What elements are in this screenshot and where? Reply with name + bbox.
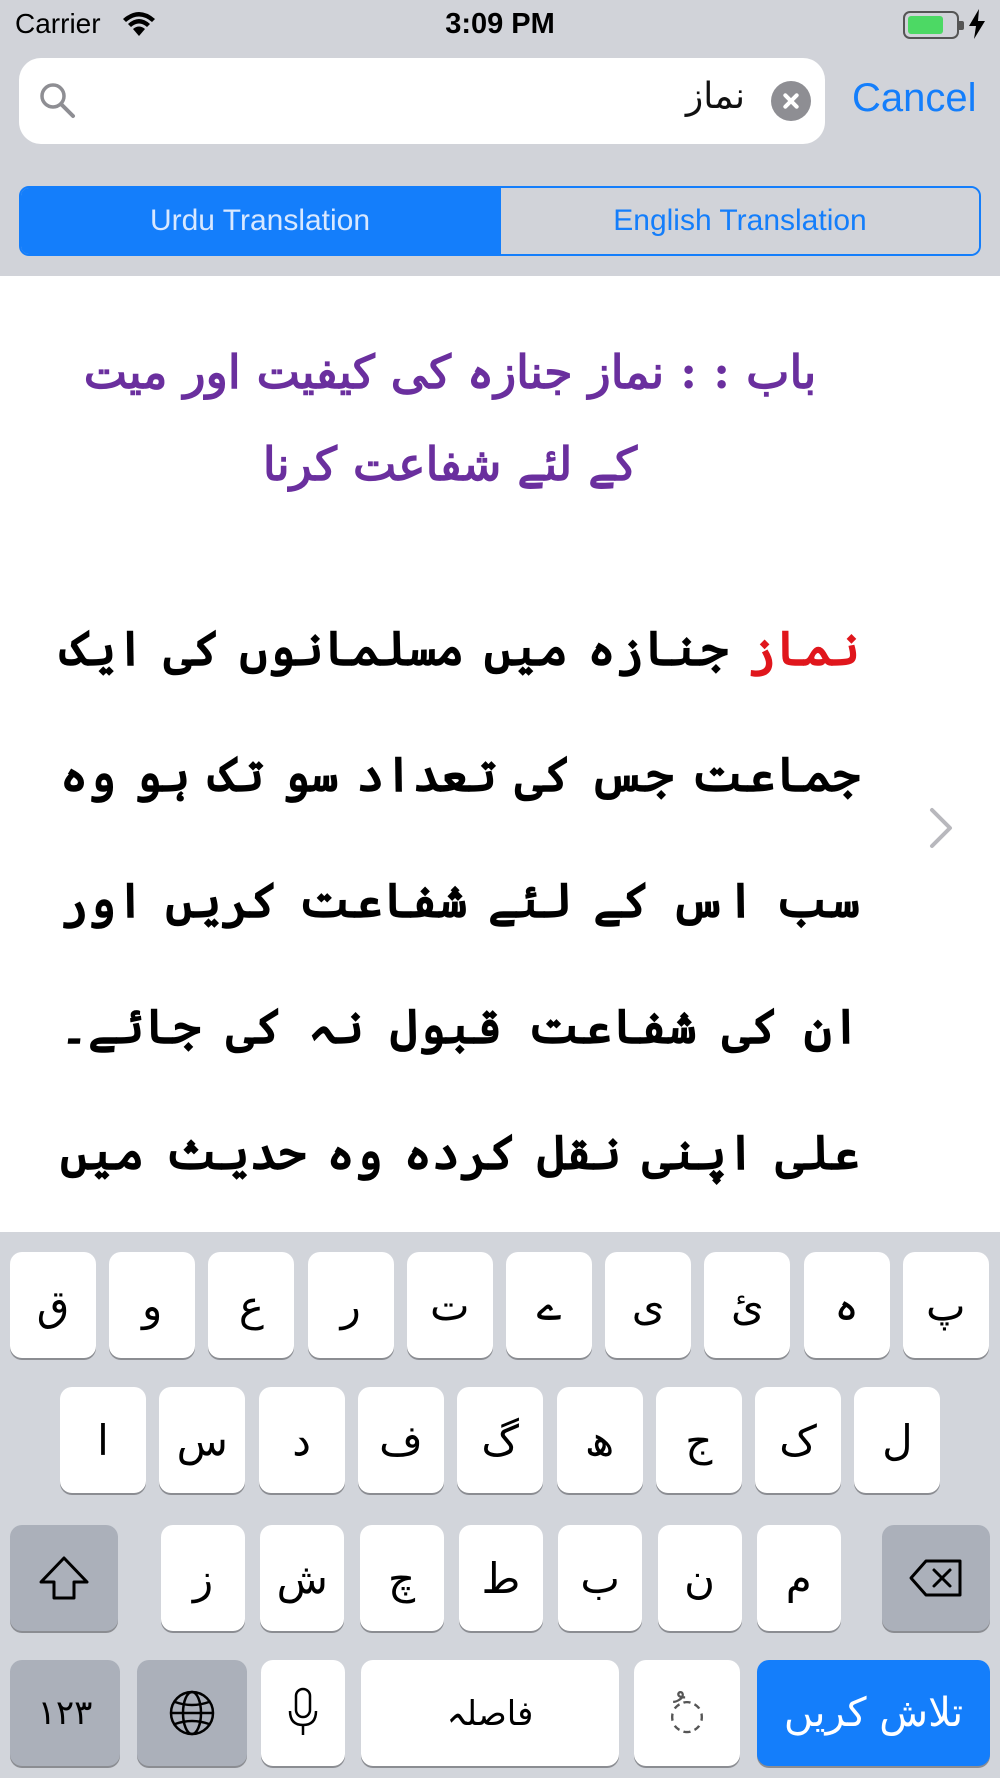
urdu-keyboard — [0, 1232, 1000, 1778]
chevron-right-icon[interactable] — [926, 806, 956, 850]
diacritic-key[interactable]: ُ◌ — [634, 1660, 740, 1766]
tab-english-translation[interactable]: English Translation — [499, 188, 979, 254]
hadith-text-rest: جنازہ میں مسلمانوں کی ایک جماعت جس کی تعداد سو تک ہو وہ سب اس کے لئے شفاعت کریں اور ان کی شفاعت قبول نہ کی جائے۔ علی اپنی نقل کردہ وہ حدیث میں — [60, 621, 860, 1181]
key-row2-8[interactable]: ل — [854, 1387, 940, 1493]
shift-icon — [37, 1554, 91, 1602]
key-row1-9[interactable]: پ — [903, 1252, 989, 1358]
clock: 3:09 PM — [445, 8, 555, 40]
shift-key[interactable] — [10, 1525, 118, 1631]
search-key[interactable]: تلاش کریں — [757, 1660, 990, 1766]
key-row2-1[interactable]: س — [159, 1387, 245, 1493]
key-row3-2[interactable]: چ — [360, 1525, 444, 1631]
clear-search-icon[interactable] — [771, 81, 811, 121]
globe-key[interactable] — [137, 1660, 247, 1766]
key-row1-8[interactable]: ہ — [804, 1252, 890, 1358]
key-row1-3[interactable]: ر — [308, 1252, 394, 1358]
battery-nub — [959, 21, 964, 30]
cancel-button[interactable]: Cancel — [852, 76, 977, 120]
battery-icon — [903, 11, 959, 39]
key-row1-2[interactable]: ع — [208, 1252, 294, 1358]
hadith-content[interactable] — [0, 276, 1000, 1232]
key-row1-5[interactable]: ے — [506, 1252, 592, 1358]
translation-segmented-control[interactable] — [19, 186, 981, 256]
key-row2-2[interactable]: د — [259, 1387, 345, 1493]
key-row3-0[interactable]: ز — [161, 1525, 245, 1631]
space-key[interactable]: فاصلہ — [361, 1660, 619, 1766]
key-row2-3[interactable]: ف — [358, 1387, 444, 1493]
microphone-icon — [287, 1687, 319, 1739]
charging-bolt-icon — [966, 8, 988, 40]
key-row1-0[interactable]: ق — [10, 1252, 96, 1358]
key-row3-1[interactable]: ش — [260, 1525, 344, 1631]
key-row3-6[interactable]: م — [757, 1525, 841, 1631]
key-row1-4[interactable]: ت — [407, 1252, 493, 1358]
chapter-heading: باب : : نماز جنازہ کی کیفیت اور میت کے لئے شفاعت کرنا — [83, 345, 817, 491]
search-bar[interactable] — [19, 58, 825, 144]
battery-fill — [908, 16, 943, 34]
key-row2-7[interactable]: ک — [755, 1387, 841, 1493]
search-icon — [37, 80, 77, 120]
key-row1-6[interactable]: ی — [605, 1252, 691, 1358]
search-highlight: نماز — [747, 621, 860, 677]
key-row2-5[interactable]: ھ — [557, 1387, 643, 1493]
key-row3-4[interactable]: ب — [558, 1525, 642, 1631]
key-row3-5[interactable]: ن — [658, 1525, 742, 1631]
globe-icon — [167, 1688, 217, 1738]
microphone-key[interactable] — [261, 1660, 345, 1766]
hadith-text — [60, 586, 860, 1232]
key-row2-4[interactable]: گ — [457, 1387, 543, 1493]
numbers-key[interactable]: ۱۲۳ — [10, 1660, 120, 1766]
search-input[interactable]: نماز — [685, 76, 745, 117]
key-row2-6[interactable]: ج — [656, 1387, 742, 1493]
backspace-key[interactable] — [882, 1525, 990, 1631]
top-bar — [0, 0, 1000, 276]
backspace-icon — [908, 1558, 964, 1598]
key-row2-0[interactable]: ا — [60, 1387, 146, 1493]
carrier-label: Carrier — [15, 8, 101, 39]
status-bar — [0, 0, 1000, 52]
key-row1-1[interactable]: و — [109, 1252, 195, 1358]
tab-urdu-translation[interactable]: Urdu Translation — [21, 188, 499, 254]
key-row3-3[interactable]: ط — [459, 1525, 543, 1631]
key-row1-7[interactable]: ئ — [704, 1252, 790, 1358]
